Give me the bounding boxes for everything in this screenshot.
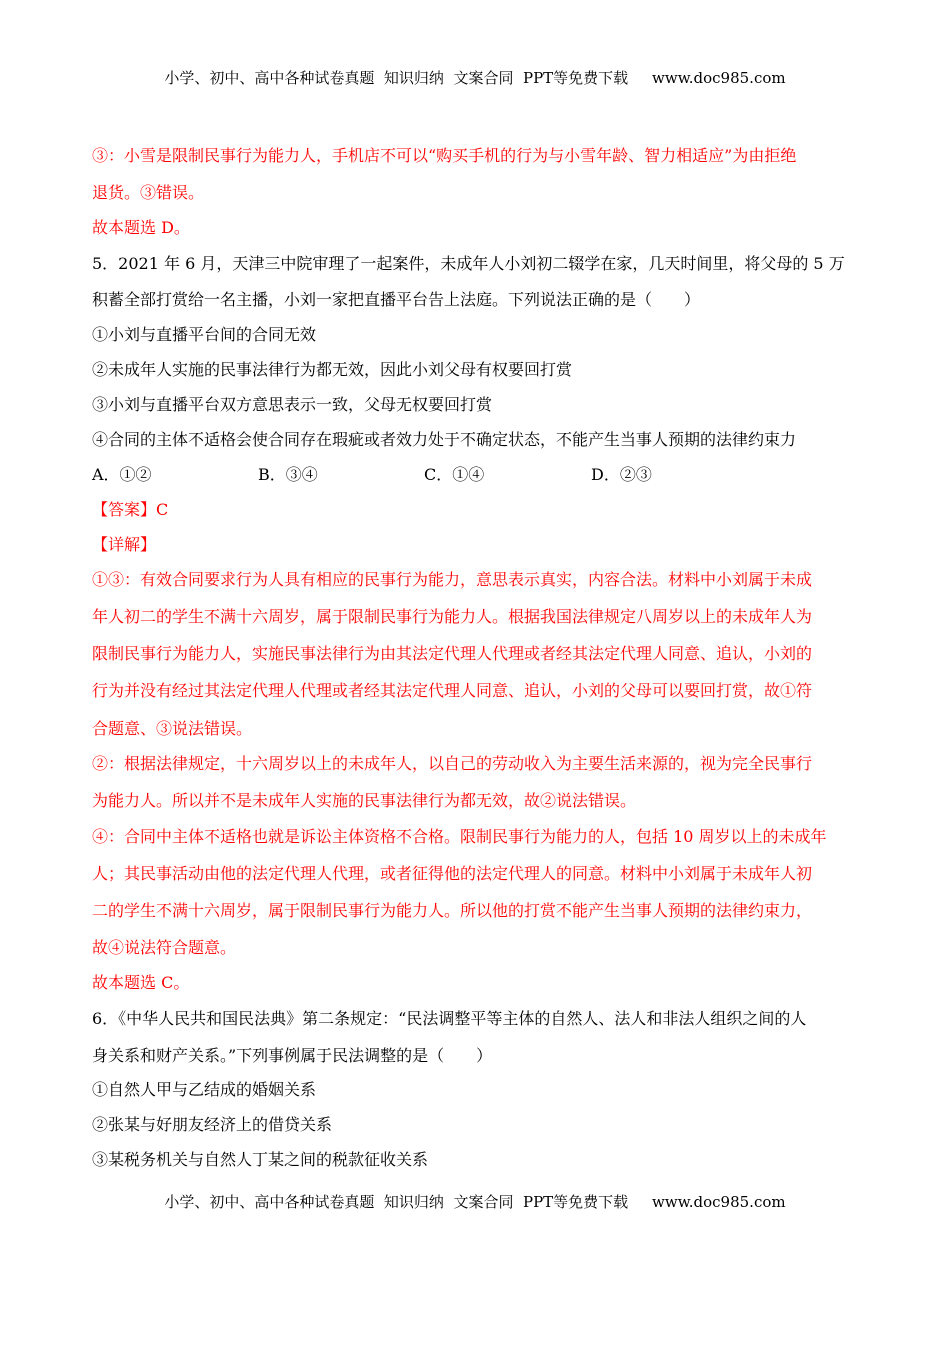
q6-statement: ③某税务机关与自然人丁某之间的税款征收关系 <box>92 1150 429 1169</box>
q6-statement: ②张某与好朋友经济上的借贷关系 <box>92 1115 333 1134</box>
q5-analysis-line: 合题意、③说法错误。 <box>92 719 253 738</box>
q5-statement: ①小刘与直播平台间的合同无效 <box>92 325 317 344</box>
q5-analysis-line: ②：根据法律规定，十六周岁以上的未成年人，以自己的劳动收入为主要生活来源的，视为完全民事行 <box>92 754 813 773</box>
q5-analysis-line: 二的学生不满十六周岁，属于限制民事行为能力人。所以他的打赏不能产生当事人预期的法律约束力， <box>92 901 813 920</box>
q5-detail-label: 【详解】 <box>92 535 157 554</box>
q6-statement: ①自然人甲与乙结成的婚姻关系 <box>92 1080 317 1099</box>
q5-analysis-line: 人；其民事活动由他的法定代理人代理，或者征得他的法定代理人的同意。材料中小刘属于未成年人初 <box>92 864 813 883</box>
q5-option-a: A．①② <box>92 465 152 484</box>
q5-answer: 【答案】C <box>92 500 169 519</box>
q6-stem: 身关系和财产关系。”下列事例属于民法调整的是（ ） <box>92 1046 493 1065</box>
q6-stem: 6．《中华人民共和国民法典》第二条规定：“民法调整平等主体的自然人、法人和非法人组织之间的人 <box>92 1009 807 1028</box>
q5-analysis-line: ①③：有效合同要求行为人具有相应的民事行为能力，意思表示真实，内容合法。材料中小刘属于未成 <box>92 570 813 589</box>
q5-analysis-line: ④：合同中主体不适格也就是诉讼主体资格不合格。限制民事行为能力的人，包括 10 周岁以上的未成年 <box>92 827 827 846</box>
q5-analysis-line: 为能力人。所以并不是未成年人实施的民事法律行为都无效，故②说法错误。 <box>92 791 637 810</box>
q5-statement: ②未成年人实施的民事法律行为都无效，因此小刘父母有权要回打赏 <box>92 360 573 379</box>
q5-statement: ③小刘与直播平台双方意思表示一致，父母无权要回打赏 <box>92 395 493 414</box>
q5-analysis-line: 年人初二的学生不满十六周岁，属于限制民事行为能力人。根据我国法律规定八周岁以上的未成年人为 <box>92 607 813 626</box>
page-header: 小学、初中、高中各种试卷真题 知识归纳 文案合同 PPT等免费下载 www.doc985.com <box>164 69 786 87</box>
q5-option-c: C．①④ <box>424 465 485 484</box>
page-footer: 小学、初中、高中各种试卷真题 知识归纳 文案合同 PPT等免费下载 www.doc985.com <box>164 1193 786 1211</box>
q5-option-b: B．③④ <box>258 465 318 484</box>
prev-analysis-line: 退货。③错误。 <box>92 183 205 202</box>
prev-analysis-line: ③：小雪是限制民事行为能力人，手机店不可以“购买手机的行为与小雪年龄、智力相适应”为由拒绝 <box>92 146 797 165</box>
q5-analysis-line: 故④说法符合题意。 <box>92 938 237 957</box>
prev-conclusion: 故本题选 D。 <box>92 218 190 237</box>
q5-conclusion: 故本题选 C。 <box>92 973 190 992</box>
q5-analysis-line: 限制民事行为能力人，实施民事法律行为由其法定代理人代理或者经其法定代理人同意、追认，小刘的 <box>92 644 813 663</box>
q5-option-d: D．②③ <box>591 465 652 484</box>
q5-stem: 5．2021 年 6 月，天津三中院审理了一起案件，未成年人小刘初二辍学在家，几天时间里，将父母的 5 万 <box>92 254 845 273</box>
q5-statement: ④合同的主体不适格会使合同存在瑕疵或者效力处于不确定状态，不能产生当事人预期的法律约束力 <box>92 430 797 449</box>
q5-analysis-line: 行为并没有经过其法定代理人代理或者经其法定代理人同意、追认，小刘的父母可以要回打赏，故①符 <box>92 681 813 700</box>
q5-stem: 积蓄全部打赏给一名主播，小刘一家把直播平台告上法庭。下列说法正确的是（ ） <box>92 290 701 309</box>
